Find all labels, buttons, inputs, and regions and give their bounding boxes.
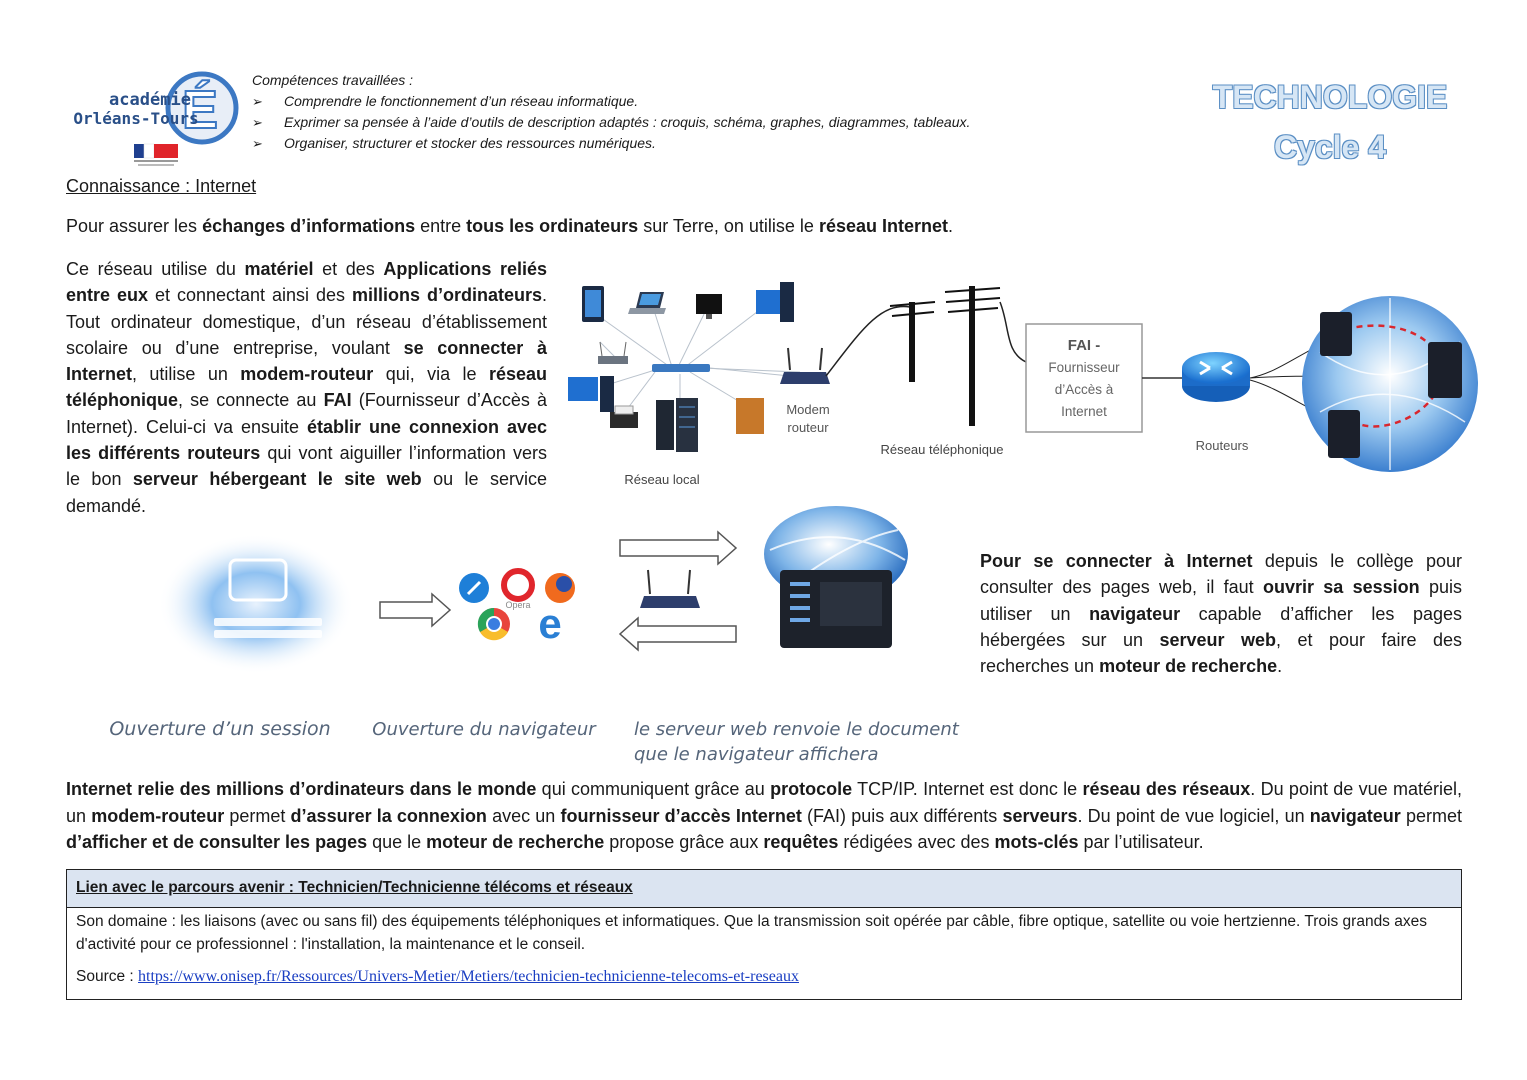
server-rack-icon (656, 398, 698, 452)
svg-text:e: e (538, 600, 562, 647)
fai-line2: d’Accès à (1054, 382, 1114, 397)
laptop-icon (628, 292, 666, 314)
career-link-body: Son domaine : les liaisons (avec ou sans fil) des équipements téléphoniques et informatiques. Que la transmission soit opérée par câble, fibre optique, satellite ou voie hertzienne. Trois grands axes d'activité pour ce professionnel : l'installation, la maintenance et le conseil. (76, 913, 1427, 953)
firefox-icon (545, 573, 575, 603)
competence-item: ➢ Comprendre le fonctionnement d’un réseau informatique. (284, 91, 970, 112)
career-link-box (66, 869, 1462, 1000)
wifi-router-icon (640, 570, 700, 608)
competences-title: Compétences travaillées : (252, 72, 414, 88)
onisep-link[interactable]: https://www.onisep.fr/Ressources/Univers-Metier/Metiers/technicien-technicienne-telecoms-et-reseaux (138, 968, 799, 985)
career-link-source (67, 958, 1461, 986)
routers-label: Routeurs (1195, 438, 1249, 453)
caption-browser: Ouverture du navigateur (372, 719, 596, 740)
knowledge-title: Connaissance : Internet (66, 176, 257, 196)
desktop-icon (756, 282, 794, 322)
academie-logo (73, 62, 238, 174)
browser-icons (459, 571, 575, 647)
intro-paragraph: Pour assurer les échanges d’informations entre tous les ordinateurs sur Terre, on utilise le réseau Internet. (66, 216, 954, 236)
router-icon (1182, 352, 1250, 402)
competence-item: ➢ Exprimer sa pensée à l’aide d’outils de description adaptés : croquis, schéma, graphes, diagrammes, tableaux. (284, 112, 970, 133)
nas-icon (736, 398, 764, 434)
arrow-response-icon (620, 618, 736, 650)
french-flag-icon (134, 144, 178, 166)
login-screen-icon (158, 534, 354, 674)
safari-icon (459, 573, 489, 603)
career-link-title: Lien avec le parcours avenir : Technicien/Technicienne télécoms et réseaux (67, 870, 1461, 908)
connection-paragraph: Pour se connecter à Internet depuis le collège pour consulter des pages web, il faut ouvrir sa session puis utiliser un navigateur capable d’afficher les pages hébergées sur un serveur web, et pour faire des recherches un moteur de recherche. (980, 551, 1462, 677)
chrome-icon (478, 608, 510, 640)
caption-server-1: le serveur web renvoie le document (634, 719, 959, 740)
fai-title: FAI - (1067, 337, 1101, 354)
modem-label-1: Modem (786, 402, 830, 417)
competence-item: ➢ Organiser, structurer et stocker des ressources numériques. (284, 133, 970, 154)
caption-session: Ouverture d’un session (109, 718, 331, 740)
tablet-icon (582, 286, 604, 322)
network-paragraph: Ce réseau utilise du matériel et des Applications reliés entre eux et connectant ainsi des millions d’ordinateurs. Tout ordinateur domestique, d’un réseau d’établissement scolaire ou d’une entreprise, voulant se connecter à Internet, utilise un modem-routeur qui, via le réseau téléphonique, se connecte au FAI (Fournisseur d’Accès à Internet). Celui-ci va ensuite établir une connexion avec les différents routeurs qui vont aiguiller l’information vers le bon serveur hébergeant le site web ou le service demandé. (66, 259, 548, 516)
arrow-request-icon (620, 532, 736, 564)
logo-line1: académie (109, 90, 191, 110)
cycle-name: Cycle 4 (1273, 129, 1387, 165)
phone-network-label: Réseau téléphonique (880, 442, 1004, 457)
web-server-icon (764, 506, 908, 648)
subject-name: TECHNOLOGIE (1212, 79, 1448, 115)
monitor-icon (696, 294, 722, 319)
opera-label: Opera (505, 600, 531, 610)
arrow-right-icon (380, 594, 450, 626)
pc-icon (568, 376, 614, 412)
switch-icon (598, 342, 628, 364)
opera-icon (504, 571, 532, 599)
network-hub-icon (652, 364, 710, 372)
modem-router-icon (780, 348, 830, 384)
logo-letter: É (181, 80, 219, 140)
competences-list (284, 91, 970, 154)
network-diagram (560, 272, 1480, 496)
competences-block (252, 70, 970, 154)
local-network-label: Réseau local (624, 472, 700, 487)
logo-line2: Orléans-Tours (73, 109, 199, 128)
caption-server-2: que le navigateur affichera (634, 744, 879, 765)
summary-paragraph: Internet relie des millions d’ordinateurs dans le monde qui communiquent grâce au protocole TCP/IP. Internet est donc le réseau des réseaux. Du point de vue matériel, un modem-routeur permet d’assurer la connexion avec un fournisseur d’accès Internet (FAI) puis aux différents serveurs. Du point de vue logiciel, un navigateur permet d’afficher et de consulter les pages que le moteur de recherche propose grâce aux requêtes rédigées avec des mots-clés par l’utilisateur. (66, 779, 1462, 852)
telephone-pole-icon (912, 286, 972, 426)
internet-explorer-icon (538, 600, 561, 647)
fai-line1: Fournisseur (1048, 360, 1120, 375)
modem-label-2: routeur (787, 420, 829, 435)
printer-icon (610, 406, 638, 428)
source-label: Source : (76, 968, 139, 985)
fai-line3: Internet (1061, 404, 1107, 419)
browsing-diagram (109, 500, 970, 770)
subject-title (1180, 72, 1480, 172)
